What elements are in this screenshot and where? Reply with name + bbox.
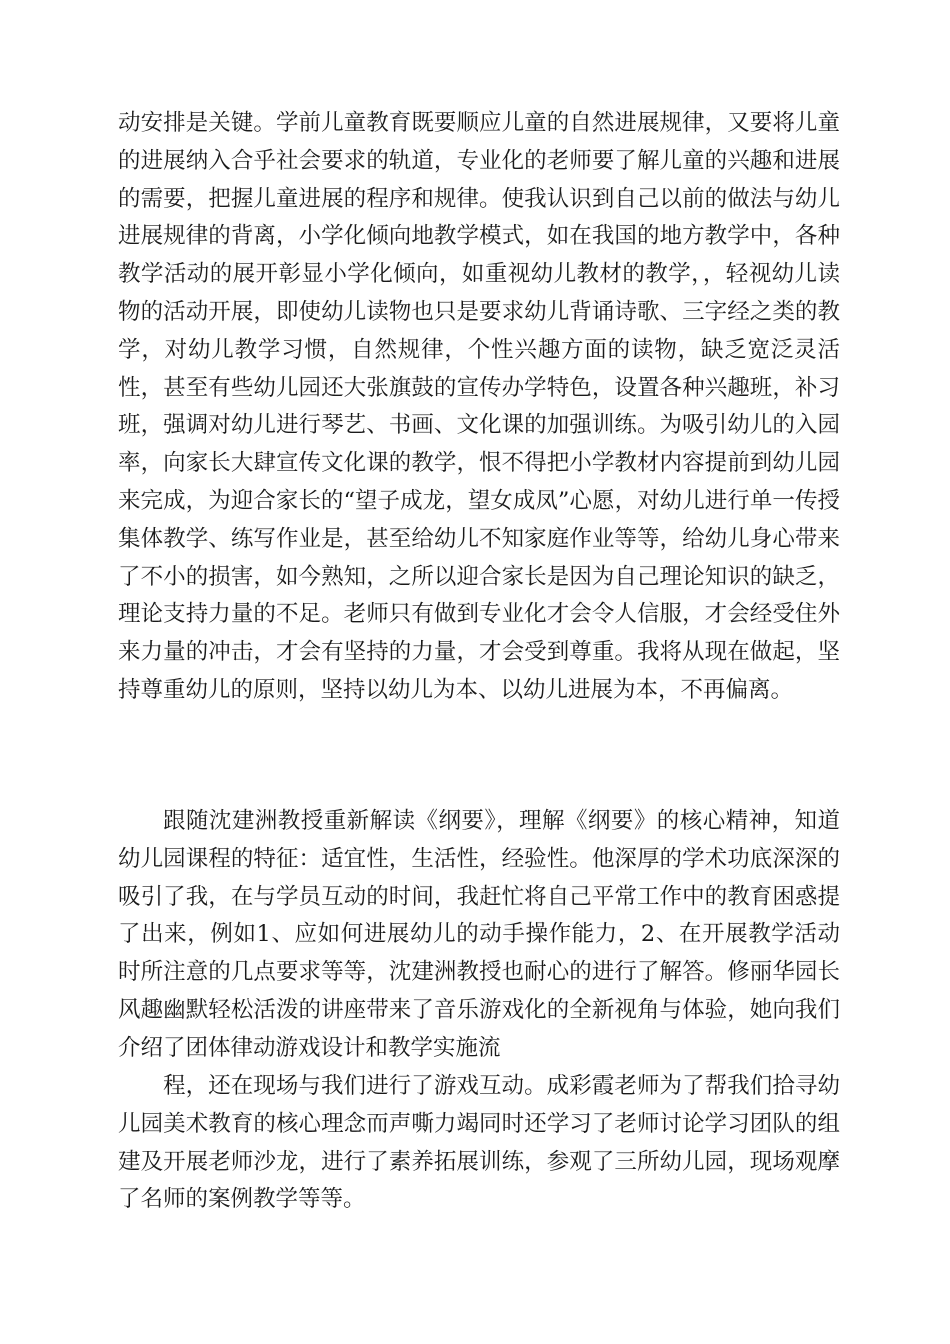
- paragraph-2: 跟随沈建洲教授重新解读《纲要》，理解《纲要》的核心精神，知道幼儿园课程的特征：适宜性，生活性，经验性。他深厚的学术功底深深的吸引了我，在与学员互动的时间，我赶忙将自己平常工作中的教育困惑提了出来，例如1、应如何进展幼儿的动手操作能力，2、在开展教学活动时所注意的几点要求等等，沈建洲教授也耐心的进行了解答。修丽华园长风趣幽默轻松活泼的讲座带来了音乐游戏化的全新视角与体验，她向我们介绍了团体律动游戏设计和教学实施流: [118, 808, 840, 1061]
- paragraph-1: 动安排是关键。学前儿童教育既要顺应儿童的自然进展规律，又要将儿童的进展纳入合乎社会要求的轨道，专业化的老师要了解儿童的兴趣和进展的需要，把握儿童进展的程序和规律。使我认识到自己以前的做法与幼儿进展规律的背离，小学化倾向地教学模式，如在我国的地方教学中，各种教学活动的展开彰显小学化倾向，如重视幼儿教材的教学，，轻视幼儿读物的活动开展，即使幼儿读物也只是要求幼儿背诵诗歌、三字经之类的教学，对幼儿教学习惯，自然规律，个性兴趣方面的读物，缺乏宽泛灵活性，甚至有些幼儿园还大张旗鼓的宣传办学特色，设置各种兴趣班，补习班，强调对幼儿进行琴艺、书画、文化课的加强训练。为吸引幼儿的入园率，向家长大肆宣传文化课的教学，恨不得把小学教材内容提前到幼儿园来完成，为迎合家长的“望子成龙，望女成凤”心愿，对幼儿进行单一传授集体教学、练写作业是，甚至给幼儿不知家庭作业等等，给幼儿身心带来了不小的损害，如今熟知，之所以迎合家长是因为自己理论知识的缺乏，理论支持力量的不足。老师只有做到专业化才会令人信服，才会经受住外来力量的冲击，才会有坚持的力量，才会受到尊重。我将从现在做起，坚持尊重幼儿的原则，坚持以幼儿为本、以幼儿进展为本，不再偏离。: [118, 110, 840, 703]
- paragraph-3: 程，还在现场与我们进行了游戏互动。成彩霞老师为了帮我们拾寻幼儿园美术教育的核心理念而声嘶力竭同时还学习了老师讨论学习团队的组建及开展老师沙龙，进行了素养拓展训练，参观了三所幼儿园，现场观摩了名师的案例教学等等。: [118, 1073, 840, 1213]
